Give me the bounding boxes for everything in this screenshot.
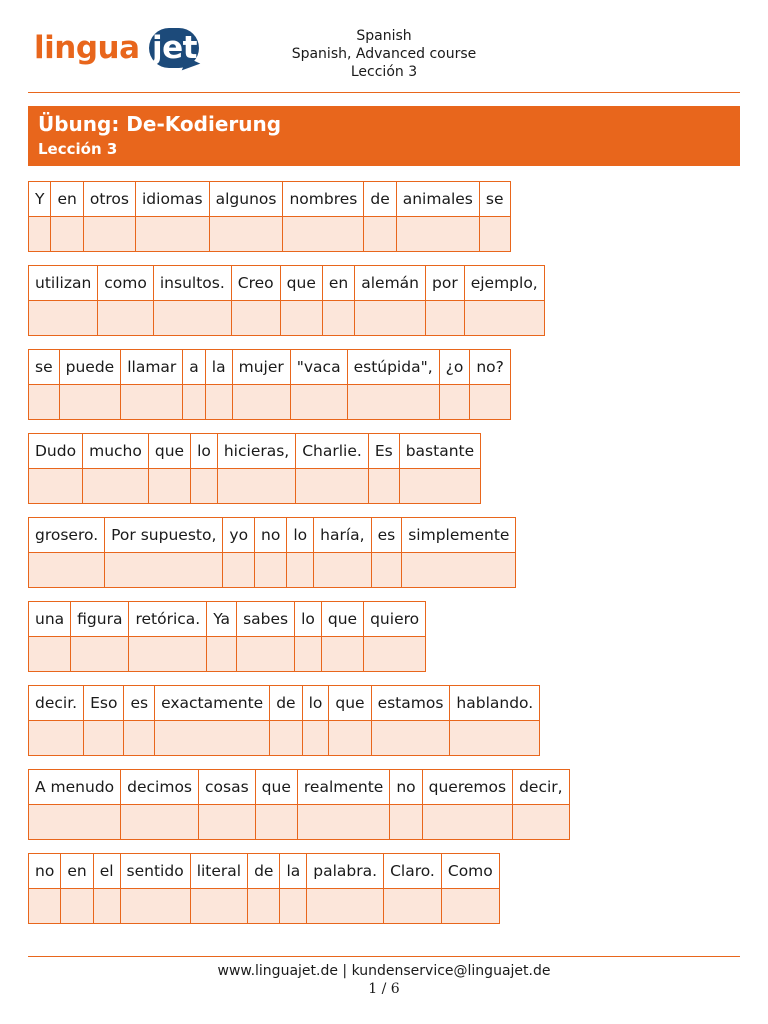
logo-text-jet: jet [152,30,197,66]
word-text: que [256,770,297,804]
word-text: palabra. [307,854,383,888]
answer-box[interactable] [183,384,205,419]
answer-box[interactable] [248,888,279,923]
word-text: que [322,602,363,636]
answer-box[interactable] [470,384,510,419]
word-text: se [29,350,59,384]
word-cell [120,769,199,840]
word-text: mujer [233,350,290,384]
answer-box[interactable] [369,468,399,503]
answer-box[interactable] [355,300,425,335]
footer-divider [28,956,740,957]
word-text: Eso [84,686,123,720]
answer-box[interactable] [283,216,363,251]
answer-box[interactable] [280,888,306,923]
answer-box[interactable] [121,384,182,419]
header-language: Spanish [356,28,412,44]
answer-box[interactable] [480,216,510,251]
word-text: que [329,686,370,720]
word-text: lo [303,686,329,720]
word-text: en [323,266,354,300]
answer-box[interactable] [121,888,190,923]
word-cell [479,181,511,252]
word-text: sentido [121,854,190,888]
word-text: A menudo [29,770,120,804]
word-cell [363,181,396,252]
word-cell [255,769,298,840]
word-cell [231,265,281,336]
answer-box[interactable] [465,300,544,335]
answer-box[interactable] [397,216,479,251]
word-cell [290,349,348,420]
word-cell [153,265,232,336]
answer-box[interactable] [29,384,59,419]
word-cell [425,265,465,336]
word-text: Y [29,182,50,216]
word-text: decir, [513,770,569,804]
word-cell [28,769,121,840]
exercise-title: Übung: De-Kodierung [38,112,282,136]
word-text: sabes [237,602,294,636]
word-text: de [248,854,279,888]
word-text: Como [442,854,499,888]
word-text: hicieras, [218,434,295,468]
header-lesson: Lección 3 [350,64,418,80]
word-text: el [94,854,120,888]
word-cell [50,181,83,252]
document-header [0,27,768,81]
word-cell [217,433,296,504]
answer-box[interactable] [323,300,354,335]
word-text: Es [369,434,399,468]
word-text: Dudo [29,434,82,468]
word-text: grosero. [29,518,104,552]
word-cell [28,517,105,588]
word-cell [422,769,513,840]
answer-box[interactable] [84,720,123,755]
word-cell [383,853,442,924]
word-cell [28,853,61,924]
answer-box[interactable] [402,552,515,587]
word-cell [60,853,93,924]
answer-box[interactable] [191,468,217,503]
word-text: ¿o [440,350,470,384]
word-text: en [61,854,92,888]
word-text: lo [191,434,217,468]
answer-box[interactable] [440,384,470,419]
answer-box[interactable] [29,636,70,671]
word-row [28,517,570,588]
word-cell [464,265,545,336]
word-text: no [29,854,60,888]
answer-box[interactable] [29,888,60,923]
word-row [28,685,570,756]
answer-box[interactable] [154,300,231,335]
word-text: Charlie. [296,434,368,468]
word-cell [93,853,121,924]
answer-box[interactable] [124,720,154,755]
word-cell [59,349,122,420]
answer-box[interactable] [29,300,97,335]
answer-box[interactable] [60,384,121,419]
word-text: Por supuesto, [105,518,222,552]
word-cell [294,601,322,672]
answer-box[interactable] [98,300,153,335]
page-number: 1 / 6 [368,981,400,997]
word-cell [28,265,98,336]
answer-box[interactable] [210,216,283,251]
word-cell [512,769,570,840]
word-cell [371,517,403,588]
answer-box[interactable] [223,552,254,587]
word-text: no? [470,350,510,384]
answer-box[interactable] [296,468,368,503]
answer-box[interactable] [237,636,294,671]
answer-box[interactable] [29,552,104,587]
word-text: no [255,518,286,552]
word-text: decimos [121,770,198,804]
word-cell [389,769,422,840]
word-text: de [364,182,395,216]
word-rows [28,181,570,937]
word-text: llamar [121,350,182,384]
answer-box[interactable] [129,636,206,671]
answer-box[interactable] [207,636,236,671]
footer-contact: www.linguajet.de | kundenservice@linguajet.de [217,963,551,979]
answer-box[interactable] [84,216,135,251]
word-text: ejemplo, [465,266,544,300]
answer-box[interactable] [83,468,148,503]
word-row [28,181,570,252]
answer-box[interactable] [426,300,464,335]
word-text: algunos [210,182,283,216]
word-cell [279,853,307,924]
word-cell [347,349,440,420]
word-cell [190,433,218,504]
word-text: a [183,350,205,384]
word-cell [128,601,207,672]
answer-box[interactable] [423,804,512,839]
answer-box[interactable] [105,552,222,587]
answer-box[interactable] [400,468,480,503]
answer-box[interactable] [199,804,255,839]
word-text: utilizan [29,266,97,300]
answer-box[interactable] [29,216,50,251]
answer-box[interactable] [322,636,363,671]
answer-box[interactable] [329,720,370,755]
word-cell [321,601,364,672]
word-cell [123,685,155,756]
word-text: Creo [232,266,280,300]
word-text: se [480,182,510,216]
answer-box[interactable] [29,468,82,503]
word-cell [441,853,500,924]
word-text: haría, [314,518,370,552]
word-cell [469,349,511,420]
word-cell [205,349,233,420]
word-cell [135,181,210,252]
word-cell [439,349,471,420]
word-text: realmente [298,770,389,804]
answer-box[interactable] [191,888,247,923]
word-cell [306,853,384,924]
answer-box[interactable] [295,636,321,671]
word-text: lo [295,602,321,636]
word-text: estúpida", [348,350,439,384]
word-cell [82,433,149,504]
word-cell [313,517,371,588]
answer-box[interactable] [218,468,295,503]
word-cell [302,685,330,756]
word-text: una [29,602,70,636]
word-text: idiomas [136,182,209,216]
answer-box[interactable] [372,720,450,755]
word-cell [83,181,136,252]
answer-box[interactable] [206,384,232,419]
word-cell [399,433,481,504]
word-text: cosas [199,770,255,804]
word-cell [182,349,206,420]
word-text: nombres [283,182,363,216]
answer-box[interactable] [372,552,402,587]
word-cell [354,265,426,336]
answer-box[interactable] [442,888,499,923]
word-cell [247,853,280,924]
word-text: es [124,686,154,720]
word-text: la [206,350,232,384]
word-text: por [426,266,464,300]
word-text: en [51,182,82,216]
word-cell [236,601,295,672]
answer-box[interactable] [29,804,120,839]
word-cell [280,265,323,336]
exercise-subtitle: Lección 3 [38,140,118,158]
answer-box[interactable] [390,804,421,839]
word-cell [282,181,364,252]
word-text: retórica. [129,602,206,636]
word-text: bastante [400,434,480,468]
word-cell [120,349,183,420]
word-cell [297,769,390,840]
word-cell [401,517,516,588]
answer-box[interactable] [149,468,190,503]
word-cell [28,181,51,252]
word-text: otros [84,182,135,216]
word-text: que [281,266,322,300]
word-cell [206,601,237,672]
word-text: que [149,434,190,468]
answer-box[interactable] [61,888,92,923]
answer-box[interactable] [155,720,269,755]
word-row [28,349,570,420]
word-cell [286,517,314,588]
word-cell [148,433,191,504]
exercise-banner [28,106,740,166]
answer-box[interactable] [513,804,569,839]
answer-box[interactable] [136,216,209,251]
word-cell [254,517,287,588]
word-text: Ya [207,602,236,636]
word-cell [190,853,248,924]
word-text: lo [287,518,313,552]
answer-box[interactable] [314,552,370,587]
answer-box[interactable] [256,804,297,839]
word-cell [328,685,371,756]
word-cell [449,685,540,756]
answer-box[interactable] [232,300,280,335]
answer-box[interactable] [121,804,198,839]
word-text: figura [71,602,128,636]
word-cell [198,769,256,840]
answer-box[interactable] [298,804,389,839]
answer-box[interactable] [94,888,120,923]
answer-box[interactable] [303,720,329,755]
word-cell [154,685,270,756]
answer-box[interactable] [270,720,301,755]
logo-text-lingua: lingua [34,30,140,66]
word-cell [295,433,369,504]
word-text: exactamente [155,686,269,720]
word-cell [28,349,60,420]
word-text: no [390,770,421,804]
page-footer [0,962,768,998]
word-text: quiero [364,602,425,636]
word-text: es [372,518,402,552]
answer-box[interactable] [307,888,383,923]
word-text: Claro. [384,854,441,888]
answer-box[interactable] [348,384,439,419]
answer-box[interactable] [450,720,539,755]
answer-box[interactable] [29,720,83,755]
word-text: animales [397,182,479,216]
answer-box[interactable] [291,384,347,419]
word-cell [97,265,154,336]
word-cell [209,181,284,252]
word-cell [232,349,291,420]
word-cell [70,601,129,672]
word-row [28,265,570,336]
word-text: mucho [83,434,148,468]
answer-box[interactable] [364,636,425,671]
word-cell [322,265,355,336]
word-cell [222,517,255,588]
answer-box[interactable] [51,216,82,251]
answer-box[interactable] [255,552,286,587]
word-text: queremos [423,770,512,804]
word-cell [396,181,480,252]
word-row [28,853,570,924]
word-cell [28,433,83,504]
word-text: simplemente [402,518,515,552]
header-course: Spanish, Advanced course [291,46,477,62]
answer-box[interactable] [364,216,395,251]
word-text: estamos [372,686,450,720]
word-row [28,769,570,840]
word-text: hablando. [450,686,539,720]
header-divider [28,92,740,93]
word-cell [363,601,426,672]
word-cell [269,685,302,756]
word-cell [368,433,400,504]
word-cell [120,853,191,924]
word-cell [83,685,124,756]
word-cell [104,517,223,588]
answer-box[interactable] [71,636,128,671]
answer-box[interactable] [287,552,313,587]
word-row [28,433,570,504]
answer-box[interactable] [281,300,322,335]
word-text: puede [60,350,121,384]
word-cell [371,685,451,756]
word-text: literal [191,854,247,888]
answer-box[interactable] [384,888,441,923]
word-cell [28,601,71,672]
word-text: decir. [29,686,83,720]
answer-box[interactable] [233,384,290,419]
word-text: yo [223,518,254,552]
word-text: alemán [355,266,425,300]
word-text: la [280,854,306,888]
word-text: insultos. [154,266,231,300]
word-text: "vaca [291,350,347,384]
word-row [28,601,570,672]
word-text: como [98,266,153,300]
word-cell [28,685,84,756]
word-text: de [270,686,301,720]
